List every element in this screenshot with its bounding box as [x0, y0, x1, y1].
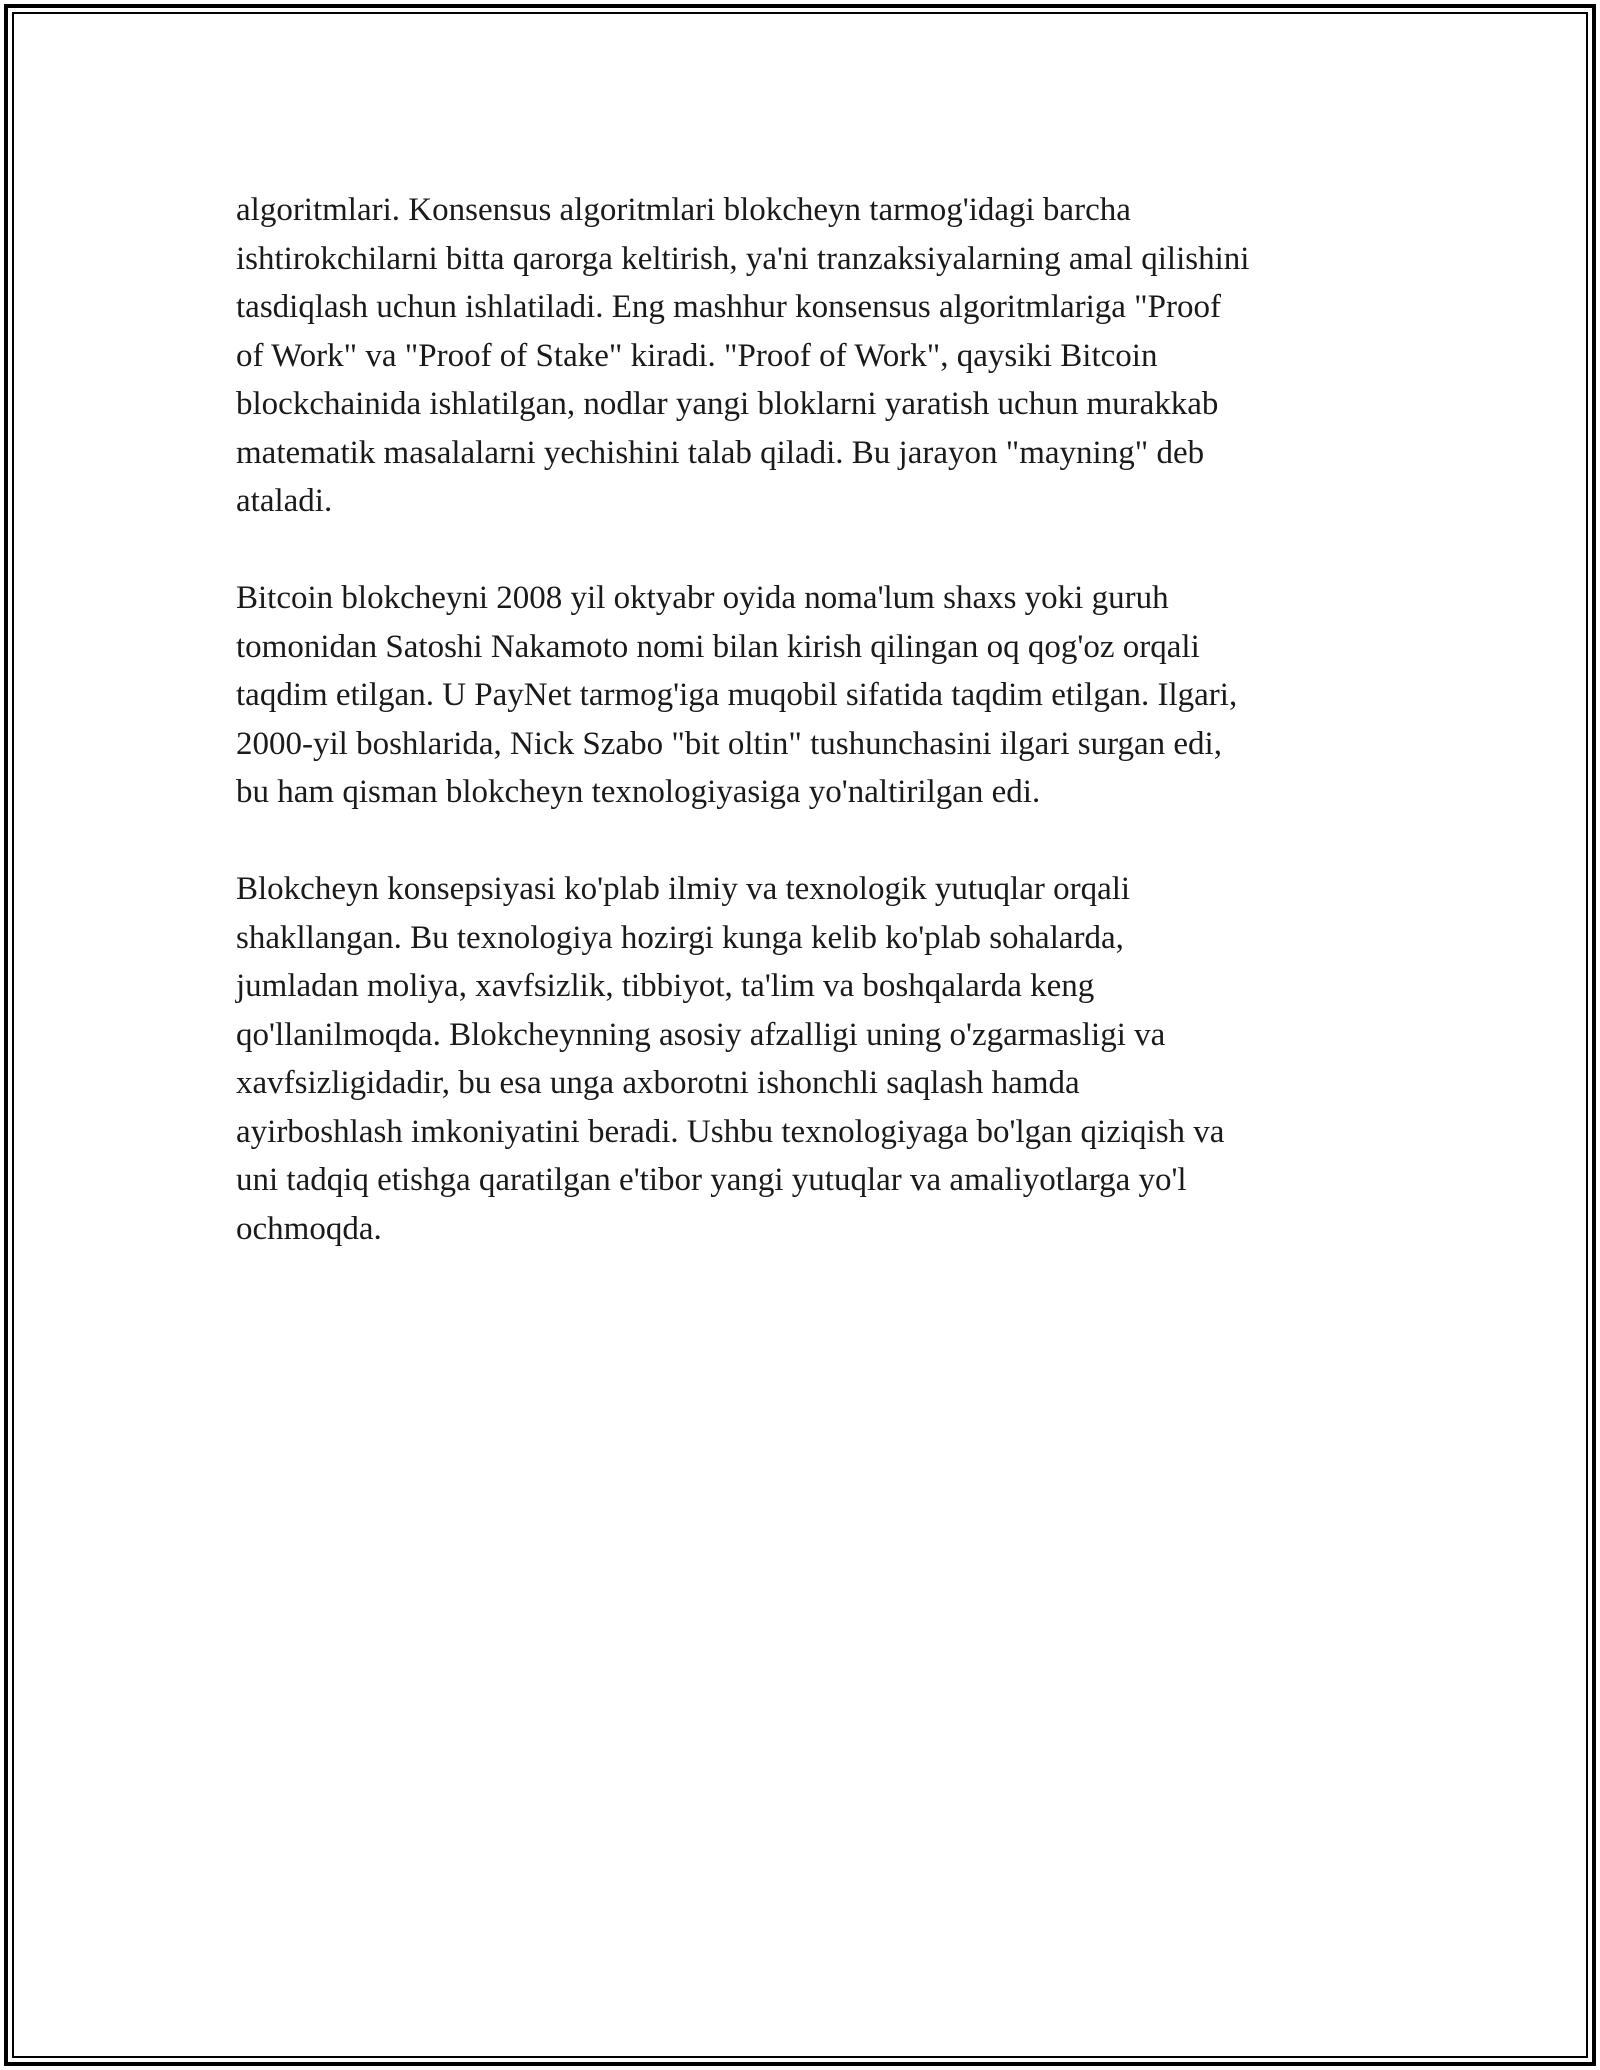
document-body	[236, 186, 1376, 1302]
paragraph-blockchain-concept: Blokcheyn konsepsiyasi ko'plab ilmiy va texnologik yutuqlar orqali shakllangan. Bu texnologiya hozirgi kunga kelib ko'plab sohalarda, jumladan moliya, xavfsizlik, tibbiyot, ta'lim va boshqalarda keng qo'llanilmoqda. Blokcheynning asosiy afzalligi uning o'zgarmasligi va xavfsizligidadir, bu esa unga axborotni ishonchli saqlash hamda ayirboshlash imkoniyatini beradi. Ushbu texnologiyaga bo'lgan qiziqish va uni tadqiq etishga qaratilgan e'tibor yangi yutuqlar va amaliyotlarga yo'l ochmoqda.	[236, 871, 1225, 1247]
paragraph-bitcoin-history: Bitcoin blokcheyni 2008 yil oktyabr oyida noma'lum shaxs yoki guruh tomonidan Satoshi Nakamoto nomi bilan kirish qilingan oq qog'oz orqali taqdim etilgan. U PayNet tarmog'iga muqobil sifatida taqdim etilgan. Ilgari, 2000-yil boshlarida, Nick Szabo "bit oltin" tushunchasini ilgari surgan edi, bu ham qisman blokcheyn texnologiyasiga yo'naltirilgan edi.	[236, 580, 1238, 810]
paragraph-consensus-algorithms: algoritmlari. Konsensus algoritmlari blokcheyn tarmog'idagi barcha ishtirokchilarni bitta qarorga keltirish, ya'ni tranzaksiyalarning amal qilishini tasdiqlash uchun ishlatiladi. Eng mashhur konsensus algoritmlariga "Proof of Work" va "Proof of Stake" kiradi. "Proof of Work", qaysiki Bitcoin blockchainida ishlatilgan, nodlar yangi bloklarni yaratish uchun murakkab matematik masalalarni yechishini talab qiladi. Bu jarayon "mayning" deb ataladi.	[236, 192, 1250, 519]
